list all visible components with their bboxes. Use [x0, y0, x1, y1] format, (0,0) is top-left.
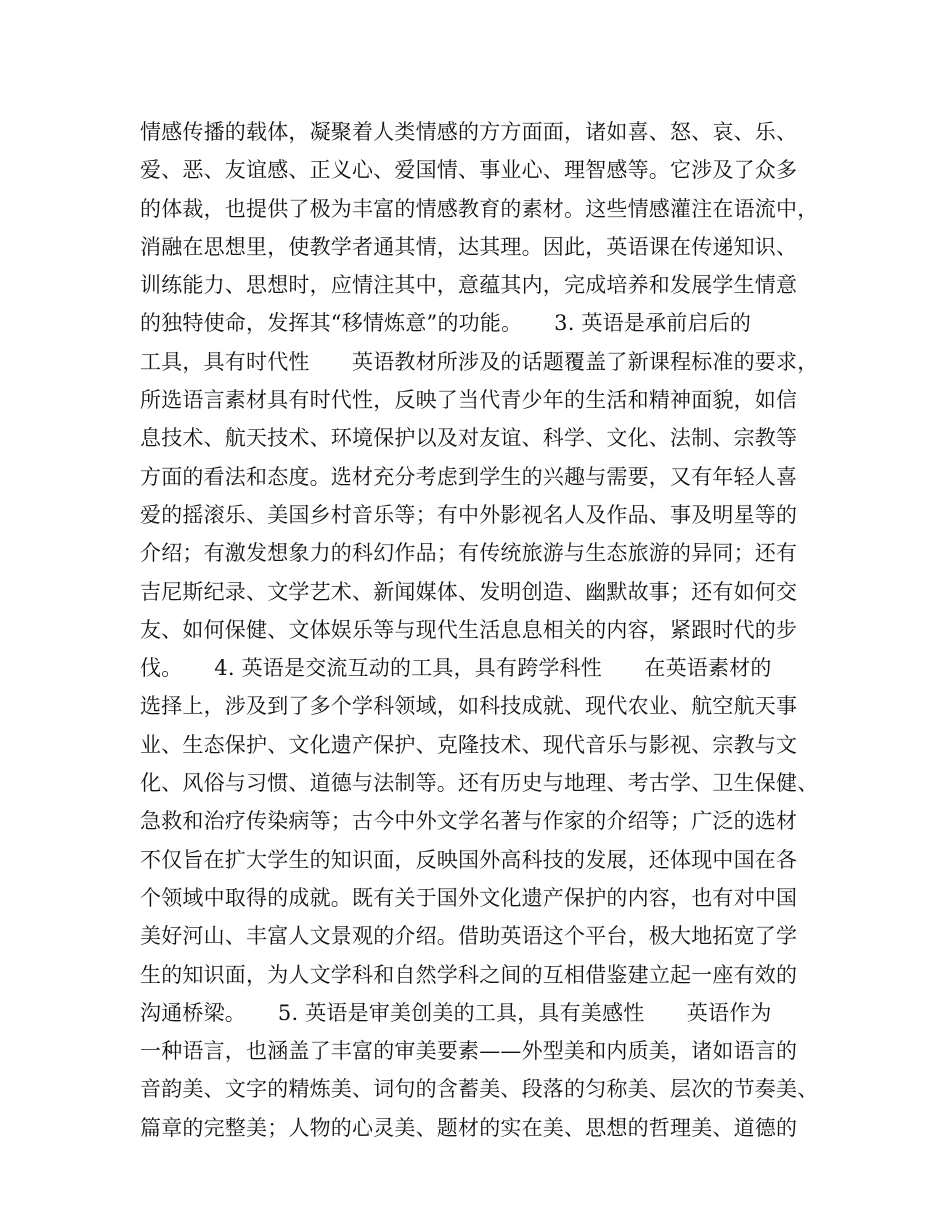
text-line: 的体裁，也提供了极为丰富的情感教育的素材。这些情感灌注在语流中，	[140, 196, 819, 221]
text-line: 的独特使命，发挥其“移情炼意”的功能。 3. 英语是承前启后的	[140, 311, 752, 336]
text-line: 息技术、航天技术、环境保护以及对友谊、科学、文化、法制、宗教等	[140, 426, 798, 451]
text-line: 伐。 4. 英语是交流互动的工具，具有跨学科性 在英语素材的	[140, 656, 772, 681]
text-line: 生的知识面，为人文学科和自然学科之间的互相借鉴建立起一座有效的	[140, 962, 798, 987]
text-line: 不仅旨在扩大学生的知识面，反映国外高科技的发展，还体现中国在各	[140, 847, 798, 872]
text-line: 个领域中取得的成就。既有关于国外文化遗产保护的内容，也有对中国	[140, 885, 798, 910]
text-line: 消融在思想里，使教学者通其情，达其理。因此，英语课在传递知识、	[140, 234, 798, 259]
text-line: 化、风俗与习惯、道德与法制等。还有历史与地理、考古学、卫生保健、	[140, 771, 819, 796]
text-line: 沟通桥梁。 5. 英语是审美创美的工具，具有美感性 英语作为	[140, 1000, 772, 1025]
text-line: 急救和治疗传染病等；古今中外文学名著与作家的介绍等；广泛的选材	[140, 809, 798, 834]
text-line: 爱、恶、友谊感、正义心、爱国情、事业心、理智感等。它涉及了众多	[140, 158, 798, 183]
text-line: 介绍；有激发想象力的科幻作品；有传统旅游与生态旅游的异同；还有	[140, 541, 798, 566]
text-line: 选择上，涉及到了多个学科领域，如科技成就、现代农业、航空航天事	[140, 694, 798, 719]
text-line: 工具，具有时代性 英语教材所涉及的话题覆盖了新课程标准的要求，	[140, 349, 819, 374]
text-line: 吉尼斯纪录、文学艺术、新闻媒体、发明创造、幽默故事；还有如何交	[140, 579, 798, 604]
text-line: 篇章的完整美；人物的心灵美、题材的实在美、思想的哲理美、道德的	[140, 1115, 798, 1140]
text-line: 一种语言，也涵盖了丰富的审美要素——外型美和内质美，诸如语言的	[140, 1039, 798, 1064]
text-line: 业、生态保护、文化遗产保护、克隆技术、现代音乐与影视、宗教与文	[140, 732, 798, 757]
text-line: 音韵美、文字的精炼美、词句的含蓄美、段落的匀称美、层次的节奏美、	[140, 1077, 819, 1102]
text-line: 训练能力、思想时，应情注其中，意蕴其内，完成培养和发展学生情意	[140, 273, 798, 298]
text-line: 方面的看法和态度。选材充分考虑到学生的兴趣与需要，又有年轻人喜	[140, 464, 798, 489]
text-line: 情感传播的载体，凝聚着人类情感的方方面面，诸如喜、怒、哀、乐、	[140, 120, 798, 144]
text-line: 所选语言素材具有时代性，反映了当代青少年的生活和精神面貌，如信	[140, 388, 798, 413]
body-text	[140, 113, 830, 1147]
text-line: 友、如何保健、文体娱乐等与现代生活息息相关的内容，紧跟时代的步	[140, 617, 798, 642]
text-line: 美好河山、丰富人文景观的介绍。借助英语这个平台，极大地拓宽了学	[140, 924, 798, 949]
text-line: 爱的摇滚乐、美国乡村音乐等；有中外影视名人及作品、事及明星等的	[140, 502, 798, 527]
